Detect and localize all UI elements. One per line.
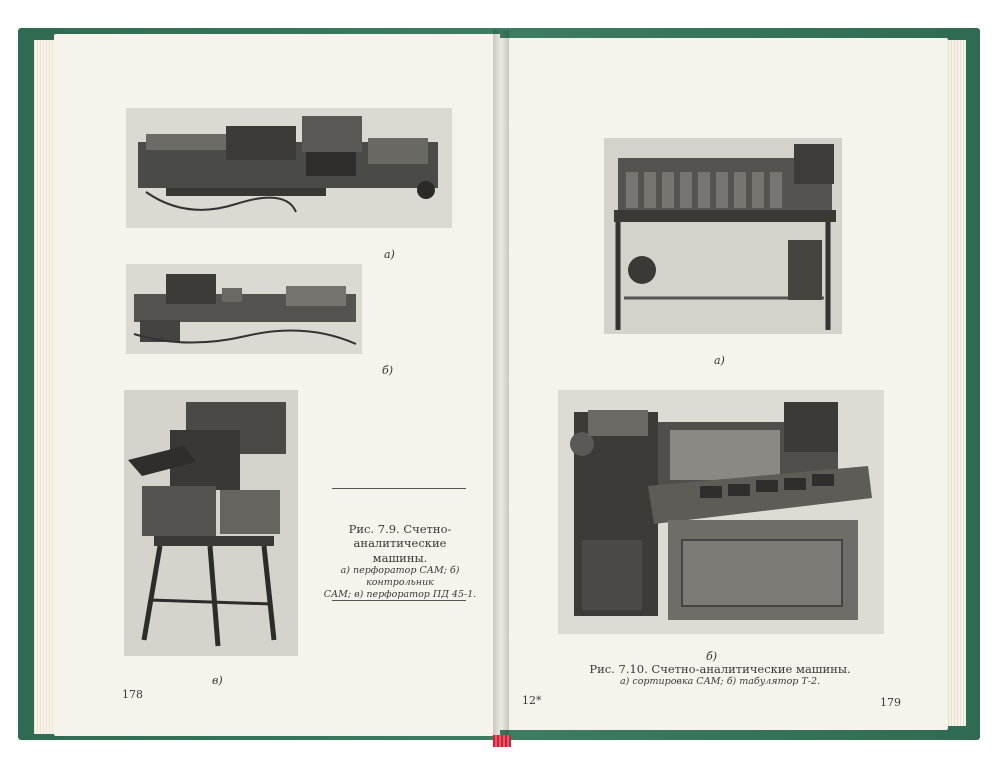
signature-mark: 12* [522,694,542,707]
figure-label-a-right: а) [714,354,725,367]
book-spine-gutter [493,30,509,738]
figure-7-10-a-sorter [604,138,842,334]
left-page [54,34,500,736]
figure-7-9-b-verifier [126,264,362,354]
page-number-left: 178 [122,688,143,701]
page-number-right: 179 [880,696,901,709]
figure-7-9-a-card-punch [126,108,452,228]
caption-title-fig-7-10: Рис. 7.10. Счетно-аналитические машины. [589,662,851,676]
figure-label-a: а) [384,248,395,261]
caption-sub-line2: САМ; в) перфоратор ПД 45-1. [323,588,477,600]
figure-label-b-right: б) [706,650,718,663]
caption-fig-7-10 [570,662,870,688]
figure-label-b: б) [382,364,394,377]
caption-sub-fig-7-10: а) сортировка САМ; б) табулятор Т-2. [619,676,821,688]
right-page [500,38,948,730]
ribbon-bookmark [493,735,511,747]
caption-title-line2: машины. [372,550,428,565]
figure-label-v: в) [212,674,223,687]
caption-title-line1: Рис. 7.9. Счетно-аналитические [348,522,452,551]
caption-sub-line1: а) перфоратор САМ; б) контрольник [340,565,460,588]
caption-rule-top [332,488,466,489]
right-page-edges [946,40,966,726]
caption-fig-7-9 [312,522,488,601]
figure-7-10-b-tabulator [558,390,884,634]
caption-rule-bottom [332,600,466,601]
figure-7-9-v-punch-pd45 [124,390,298,656]
